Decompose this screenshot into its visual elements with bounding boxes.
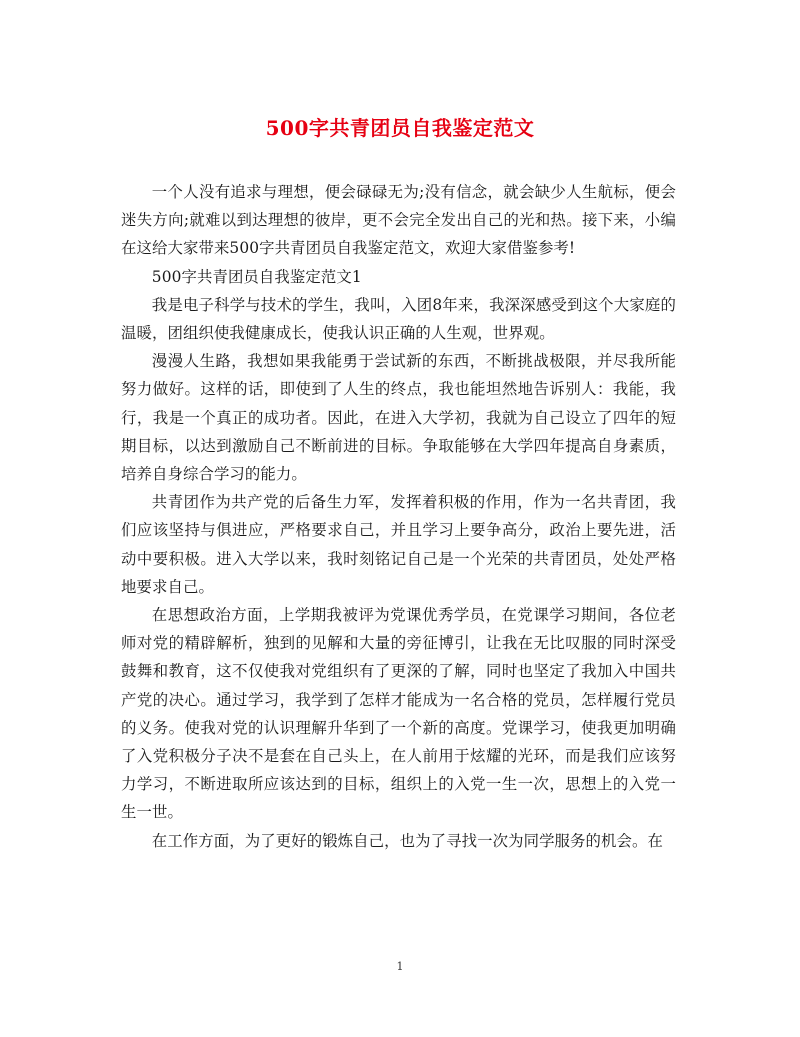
document-title: 500字共青团员自我鉴定范文 (265, 116, 535, 140)
intro-paragraph: 一个人没有追求与理想，便会碌碌无为;没有信念，就会缺少人生航标，便会迷失方向;就难以到达理想的彼岸，更不会完全发出自己的光和热。接下来，小编在这给大家带来500字共青团员自我鉴定范文，欢迎大家借鉴参考! (121, 183, 676, 258)
page-number: 1 (396, 960, 404, 973)
body-paragraph: 我是电子科学与技术的学生，我叫，入团8年来，我深深感受到这个大家庭的温暖，团组织使我健康成长，使我认识正确的人生观，世界观。 (121, 295, 676, 343)
body-paragraph: 漫漫人生路，我想如果我能勇于尝试新的东西，不断挑战极限，并尽我所能努力做好。这样的话，即使到了人生的终点，我也能坦然地告诉别人：我能，我行，我是一个真正的成功者。因此，在进入大学初，我就为自己设立了四年的短期目标，以达到激励自己不断前进的目标。争取能够在大学四年提高自身素质，培养自身综合学习的能力。 (121, 352, 676, 484)
section-heading: 500字共青团员自我鉴定范文1 (151, 267, 362, 286)
body-paragraph: 共青团作为共产党的后备生力军，发挥着积极的作用，作为一名共青团，我们应该坚持与俱进应，严格要求自己，并且学习上要争高分，政治上要先进，活动中要积极。进入大学以来，我时刻铭记自己是一个光荣的共青团员，处处严格地要求自己。 (121, 493, 676, 596)
document-body (121, 178, 676, 855)
body-paragraph: 在工作方面，为了更好的锻炼自己，也为了寻找一次为同学服务的机会。在 (151, 831, 663, 850)
body-paragraph: 在思想政治方面，上学期我被评为党课优秀学员，在党课学习期间，各位老师对党的精辟解析，独到的见解和大量的旁征博引，让我在无比叹服的同时深受鼓舞和教育，这不仅使我对党组织有了更深的了解，同时也坚定了我加入中国共产党的决心。通过学习，我学到了怎样才能成为一名合格的党员，怎样履行党员的义务。使我对党的认识理解升华到了一个新的高度。党课学习，使我更加明确了入党积极分子决不是套在自己头上，在人前用于炫耀的光环，而是我们应该努力学习，不断进取所应该达到的目标，组织上的入党一生一次，思想上的入党一生一世。 (121, 606, 676, 822)
